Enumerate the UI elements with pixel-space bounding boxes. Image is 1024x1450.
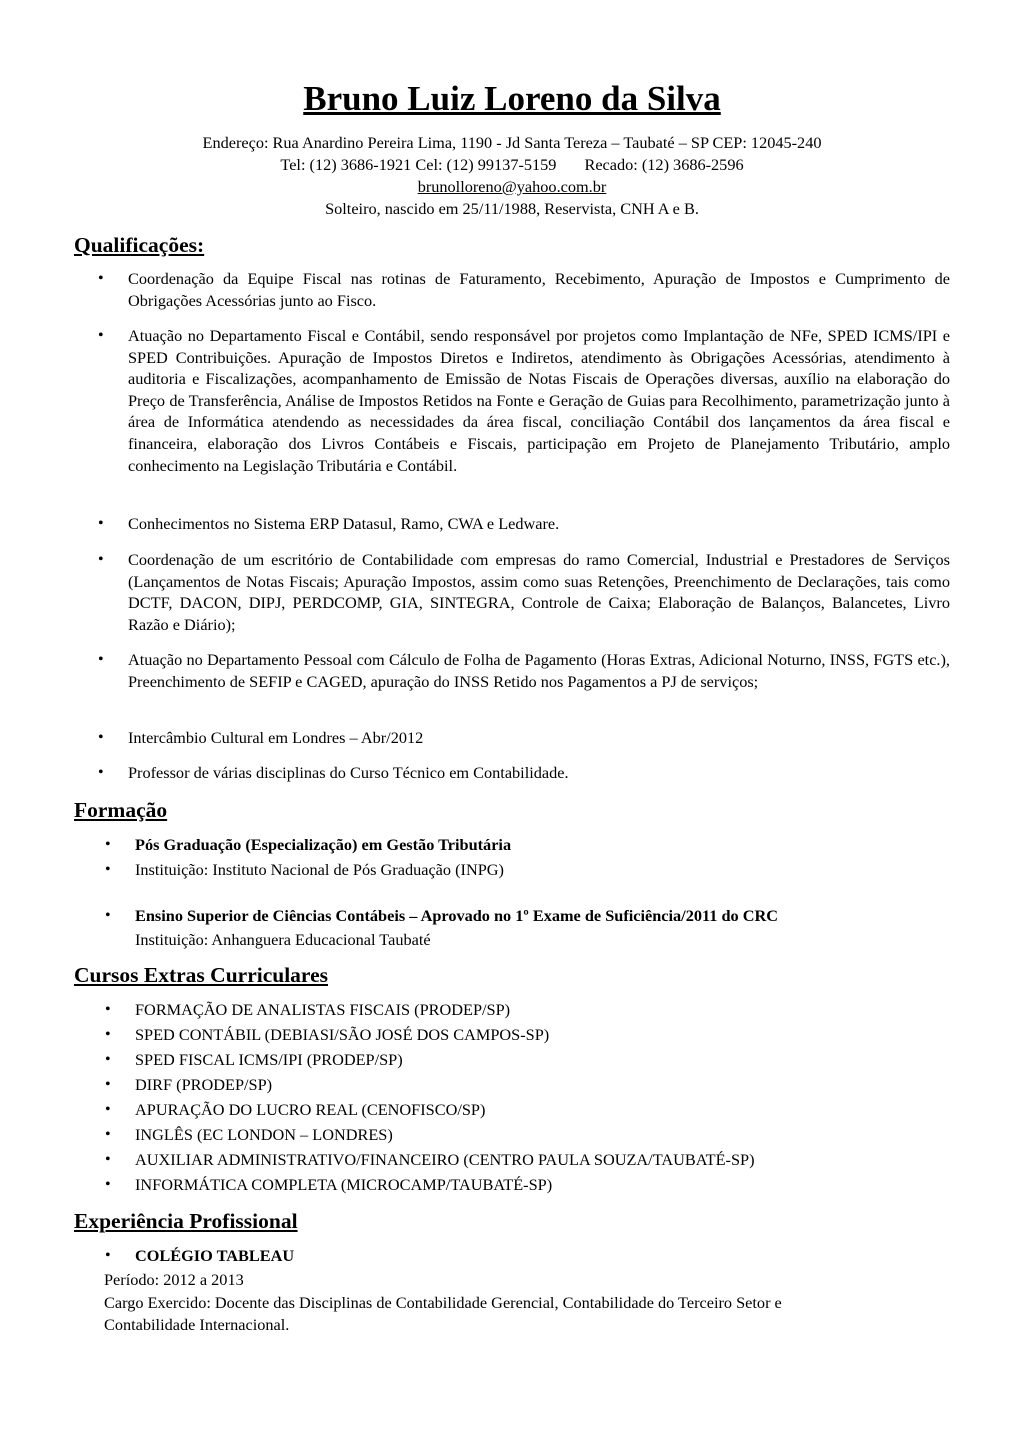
bullet-icon: • — [105, 1176, 111, 1193]
list-item: • SPED FISCAL ICMS/IPI (PRODEP/SP) — [105, 1050, 403, 1069]
list-item: • Coordenação de um escritório de Contabilidade com empresas do ramo Comercial, Industrial e Prestadores de Serviços (Lançamentos de Notas Fiscais; Apuração Impostos, assim como suas Retenções, Preenchimento de Declarações, tais como DCTF, DACON, DIPJ, PERDCOMP, GIA, SINTEGRA, Controle de Caixa; Elaboração de Balanços, Balancetes, Livro Razão e Diário); — [98, 550, 950, 634]
list-item: • INFORMÁTICA COMPLETA (MICROCAMP/TAUBATÉ-SP) — [105, 1175, 553, 1194]
list-item: • AUXILIAR ADMINISTRATIVO/FINANCEIRO (CENTRO PAULA SOUZA/TAUBATÉ-SP) — [105, 1150, 755, 1169]
list-item: • Pós Graduação (Especialização) em Gestão Tributária — [105, 835, 512, 854]
recado: Recado: (12) 3686-2596 — [584, 155, 744, 174]
section-title-formacao: Formação — [74, 798, 168, 822]
phones: Tel: (12) 3686-1921 Cel: (12) 99137-5159 — [280, 155, 557, 174]
list-item: • Professor de várias disciplinas do Curso Técnico em Contabilidade. — [98, 763, 569, 782]
bullet-icon: • — [105, 1026, 111, 1043]
list-item: • Conhecimentos no Sistema ERP Datasul, Ramo, CWA e Ledware. — [98, 514, 560, 533]
list-item: • Atuação no Departamento Pessoal com Cálculo de Folha de Pagamento (Horas Extras, Adicional Noturno, INSS, FGTS etc.), Preenchimento de SEFIP e CAGED, apuração do INSS Retido nos Pagamentos a PJ de serviços; — [98, 650, 950, 691]
bullet-icon: • — [98, 651, 104, 668]
list-item: • APURAÇÃO DO LUCRO REAL (CENOFISCO/SP) — [105, 1100, 486, 1119]
bullet-icon: • — [105, 1151, 111, 1168]
bullet-icon: • — [105, 861, 111, 878]
bullet-icon: • — [105, 907, 111, 924]
bullet-icon: • — [105, 1051, 111, 1068]
bullet-icon: • — [105, 1001, 111, 1018]
bullet-icon: • — [105, 1101, 111, 1118]
bullet-icon: • — [105, 1126, 111, 1143]
list-item: • Coordenação da Equipe Fiscal nas rotinas de Faturamento, Recebimento, Apuração de Impostos e Cumprimento de Obrigações Acessórias junto ao Fisco. — [98, 269, 950, 310]
list-item: • FORMAÇÃO DE ANALISTAS FISCAIS (PRODEP/SP) — [105, 1000, 511, 1019]
bullet-icon: • — [98, 270, 104, 287]
bullet-icon: • — [98, 515, 104, 532]
list-item: • COLÉGIO TABLEAU — [105, 1246, 295, 1265]
list-item: • Intercâmbio Cultural em Londres – Abr/2012 — [98, 728, 424, 747]
phones-line — [0, 154, 1024, 176]
section-title-qualificacoes: Qualificações: — [74, 233, 205, 257]
address-line: Endereço: Rua Anardino Pereira Lima, 1190 - Jd Santa Tereza – Taubaté – SP CEP: 12045-240 — [202, 133, 822, 152]
section-title-experiencia: Experiência Profissional — [74, 1209, 298, 1233]
list-item: • Ensino Superior de Ciências Contábeis – Aprovado no 1º Exame de Suficiência/2011 do CRC — [105, 906, 778, 925]
section-title-cursos: Cursos Extras Curriculares — [74, 963, 329, 987]
experiencia-periodo: Período: 2012 a 2013 — [104, 1270, 244, 1289]
personal-info: Solteiro, nascido em 25/11/1988, Reservista, CNH A e B. — [325, 199, 699, 218]
list-item: • INGLÊS (EC LONDON – LONDRES) — [105, 1125, 393, 1144]
bullet-icon: • — [98, 729, 104, 746]
list-item: • Instituição: Instituto Nacional de Pós Graduação (INPG) — [105, 860, 504, 879]
candidate-name: Bruno Luiz Loreno da Silva — [303, 79, 721, 118]
contact-block — [0, 132, 1024, 220]
bullet-icon: • — [105, 1247, 111, 1264]
bullet-icon: • — [98, 551, 104, 568]
bullet-icon: • — [98, 327, 104, 344]
experiencia-cargo-1: Cargo Exercido: Docente das Disciplinas de Contabilidade Gerencial, Contabilidade do Terceiro Setor e — [104, 1293, 782, 1312]
list-item: • Atuação no Departamento Fiscal e Contábil, sendo responsável por projetos como Implantação de NFe, SPED ICMS/IPI e SPED Contribuições. Apuração de Impostos Diretos e Indiretos, atendimento às Obrigações Acessórias, atendimento à auditoria e Fiscalizações, acompanhamento de Emissão de Notas Fiscais de Operações diversas, auxílio na elaboração do Preço de Transferência, Análise de Impostos Retidos na Fonte e Geração de Guias para Recolhimento, parametrização junto à área de Informática atendendo as necessidades da área fiscal, conciliação Contábil dos lançamentos da área fiscal e financeira, elaboração dos Livros Contábeis e Fiscais, participação em Projeto de Planejamento Tributário, amplo conhecimento na Legislação Tributária e Contábil. — [98, 326, 950, 475]
email-link[interactable]: brunolloreno@yahoo.com.br — [417, 177, 607, 196]
experiencia-cargo-2: Contabilidade Internacional. — [104, 1315, 290, 1334]
bullet-icon: • — [98, 764, 104, 781]
bullet-icon: • — [105, 836, 111, 853]
list-item: • SPED CONTÁBIL (DEBIASI/SÃO JOSÉ DOS CAMPOS-SP) — [105, 1025, 550, 1044]
bullet-icon: • — [105, 1076, 111, 1093]
list-item: Instituição: Anhanguera Educacional Taubaté — [135, 930, 431, 949]
list-item: • DIRF (PRODEP/SP) — [105, 1075, 273, 1094]
